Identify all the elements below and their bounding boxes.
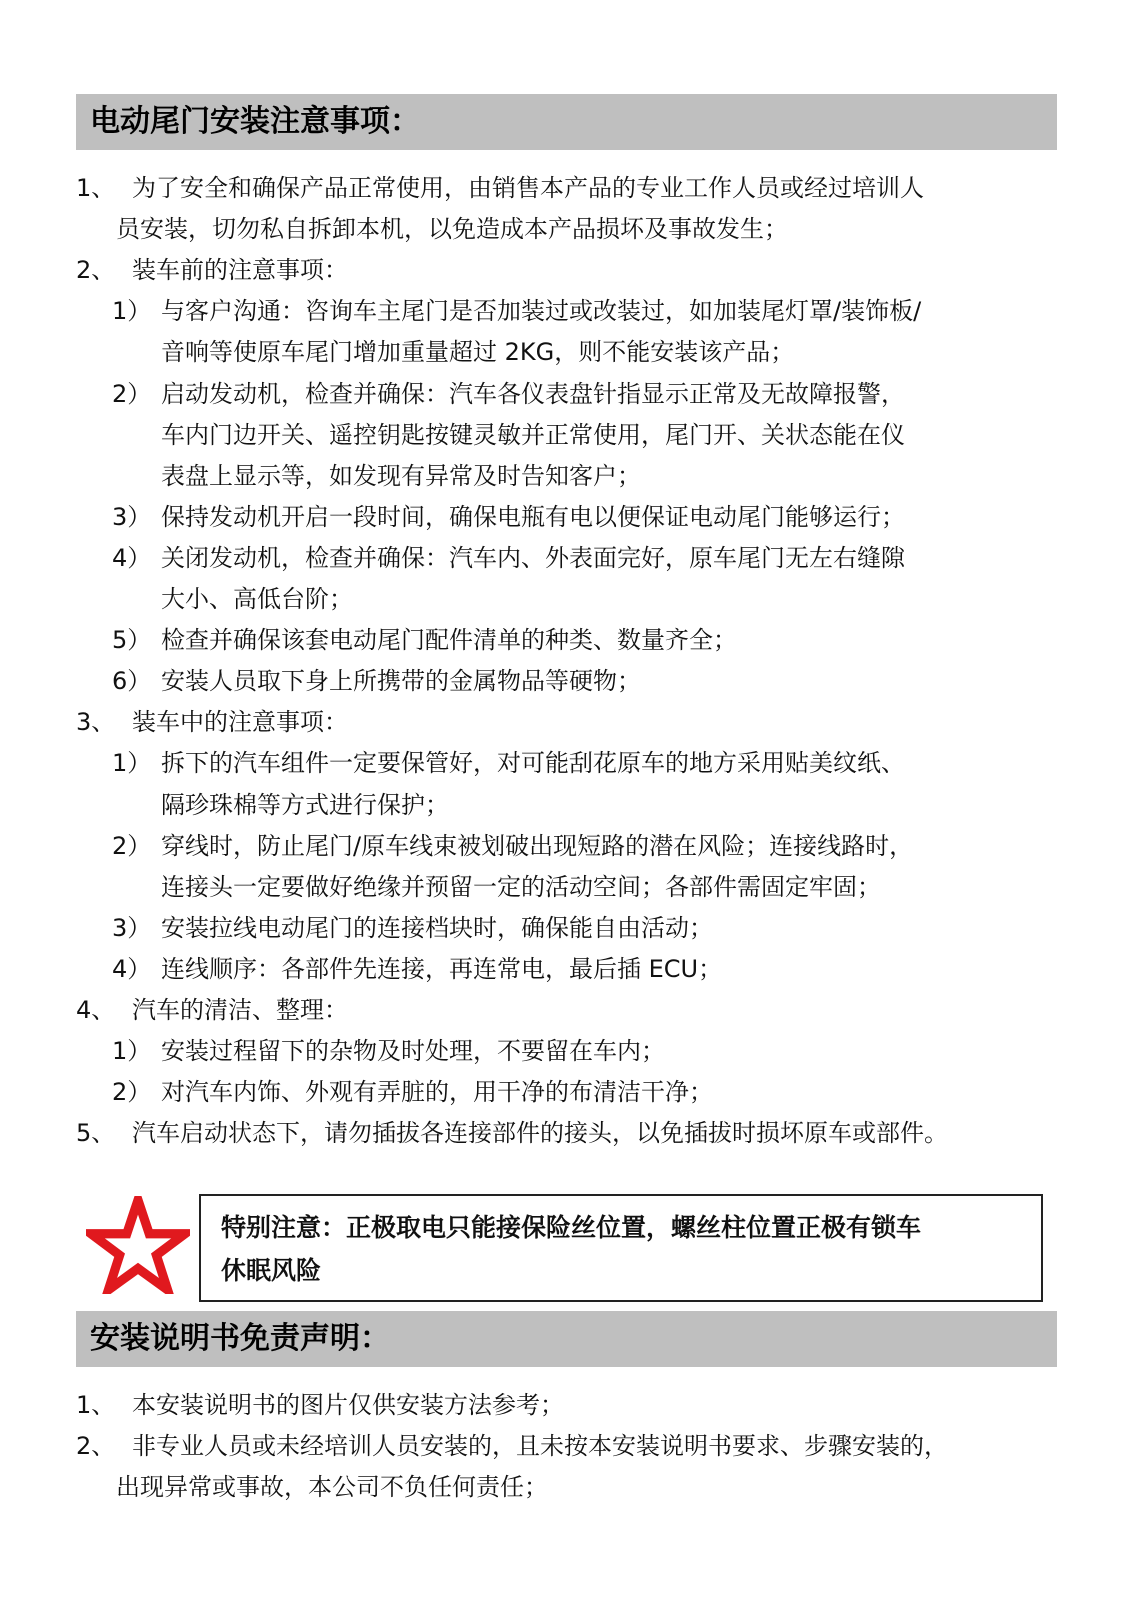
list-item-text: 表盘上显示等，如发现有异常及时告知客户； — [161, 461, 641, 490]
list-item-text: 音响等使原车尾门增加重量超过 2KG，则不能安装该产品； — [161, 338, 795, 367]
list-item-number: 4） — [112, 954, 152, 983]
list-item-text: 汽车的清洁、整理： — [132, 996, 348, 1024]
section-header-installation-notes — [76, 94, 1057, 150]
list-item-number: 2） — [112, 831, 152, 860]
special-notice-box — [199, 1194, 1043, 1302]
list-item-number: 3） — [112, 502, 152, 531]
list-item-text: 启动发动机，检查并确保：汽车各仪表盘针指显示正常及无故障报警， — [161, 379, 905, 408]
list-item-text: 安装人员取下身上所携带的金属物品等硬物； — [161, 667, 641, 696]
list-item-number: 4） — [112, 543, 152, 572]
list-item-text: 出现异常或事故，本公司不负任何责任； — [116, 1473, 548, 1502]
list-item-text: 安装过程留下的杂物及时处理，不要留在车内； — [161, 1037, 665, 1066]
list-item-number: 2、 — [76, 256, 116, 285]
list-item-text: 安装拉线电动尾门的连接档块时，确保能自由活动； — [161, 913, 713, 942]
list-item-text: 装车中的注意事项： — [132, 708, 348, 737]
list-item-number: 2） — [112, 1078, 152, 1107]
list-item-text: 装车前的注意事项： — [132, 256, 348, 285]
list-item-number: 3） — [112, 913, 152, 942]
list-item-text: 员安装，切勿私自拆卸本机，以免造成本产品损坏及事故发生； — [116, 215, 788, 244]
list-item-text: 拆下的汽车组件一定要保管好，对可能刮花原车的地方采用贴美纹纸、 — [161, 749, 905, 778]
list-item-text: 与客户沟通：咨询车主尾门是否加装过或改装过，如加装尾灯罩/装饰板/ — [161, 297, 922, 326]
star-icon — [86, 1196, 190, 1294]
section-title: 电动尾门安装注意事项： — [90, 104, 420, 139]
list-item-text: 非专业人员或未经培训人员安装的，且未按本安装说明书要求、步骤安装的， — [132, 1432, 948, 1461]
list-item-text: 连接头一定要做好绝缘并预留一定的活动空间；各部件需固定牢固； — [161, 872, 881, 901]
list-item-text: 对汽车内饰、外观有弄脏的，用干净的布清洁干净； — [161, 1078, 713, 1107]
notice-line: 特别注意：正极取电只能接保险丝位置，螺丝柱位置正极有锁车 — [221, 1213, 922, 1242]
notice-line: 休眠风险 — [221, 1256, 322, 1285]
list-item-number: 1） — [112, 749, 152, 778]
list-item-number: 5） — [112, 626, 152, 655]
list-item-text: 隔珍珠棉等方式进行保护； — [161, 790, 449, 819]
section-title: 安装说明书免责声明： — [90, 1321, 390, 1356]
list-item-text: 检查并确保该套电动尾门配件清单的种类、数量齐全； — [161, 626, 737, 655]
list-item-number: 2） — [112, 379, 152, 408]
list-item-number: 3、 — [76, 708, 116, 737]
section-header-disclaimer — [76, 1311, 1057, 1367]
list-item-text: 汽车启动状态下，请勿插拔各连接部件的接头，以免插拔时损坏原车或部件。 — [132, 1119, 948, 1148]
list-item-text: 关闭发动机，检查并确保：汽车内、外表面完好，原车尾门无左右缝隙 — [161, 543, 905, 572]
list-item-text: 本安装说明书的图片仅供安装方法参考； — [132, 1391, 564, 1419]
list-item-number: 1、 — [76, 1391, 116, 1419]
list-item-text: 为了安全和确保产品正常使用，由销售本产品的专业工作人员或经过培训人 — [132, 174, 924, 202]
list-item-text: 穿线时，防止尾门/原车线束被划破出现短路的潜在风险；连接线路时， — [161, 831, 914, 860]
list-item-text: 连线顺序：各部件先连接，再连常电，最后插 ECU； — [161, 954, 723, 983]
list-item-number: 1、 — [76, 174, 116, 202]
list-item-number: 2、 — [76, 1432, 116, 1461]
list-item-number: 5、 — [76, 1119, 116, 1148]
list-item-number: 1） — [112, 1037, 152, 1066]
list-item-number: 6） — [112, 667, 152, 696]
list-item-number: 4、 — [76, 996, 116, 1024]
list-item-text: 大小、高低台阶； — [161, 585, 353, 613]
list-item-number: 1） — [112, 297, 152, 326]
list-item-text: 保持发动机开启一段时间，确保电瓶有电以便保证电动尾门能够运行； — [161, 502, 905, 531]
list-item-text: 车内门边开关、遥控钥匙按键灵敏并正常使用，尾门开、关状态能在仪 — [161, 420, 905, 449]
